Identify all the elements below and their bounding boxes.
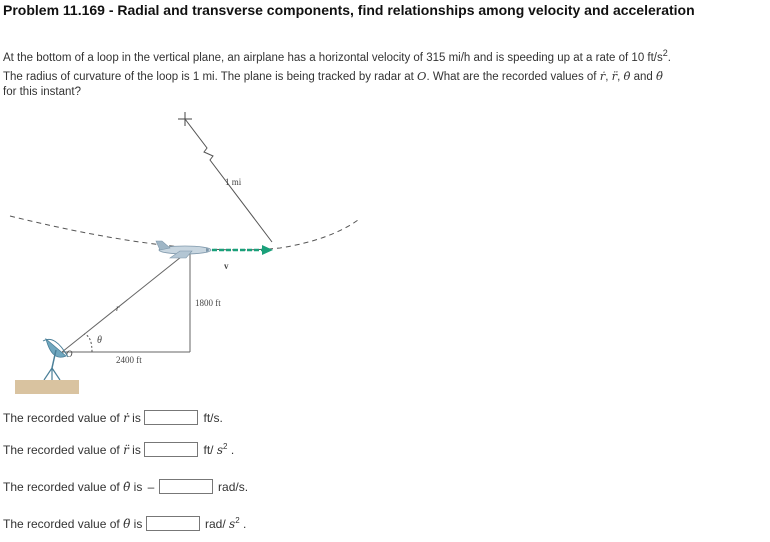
unit-s: s bbox=[216, 443, 224, 458]
problem-figure bbox=[0, 105, 770, 405]
unit-end: . bbox=[227, 443, 235, 458]
point-o-label: O bbox=[66, 349, 73, 359]
unit-label bbox=[204, 442, 235, 457]
problem-statement bbox=[3, 44, 768, 98]
r-label: r bbox=[116, 303, 120, 313]
r-dot-answer-input[interactable] bbox=[144, 410, 198, 425]
symbol-r-dot: ṙ bbox=[123, 410, 129, 425]
question-label bbox=[3, 517, 142, 531]
symbol-r-ddot: r̈ bbox=[611, 68, 618, 83]
symbol-theta-dot: θ̇ bbox=[123, 479, 131, 494]
question-prefix: The recorded value of bbox=[3, 442, 124, 457]
unit-label: ft/s. bbox=[203, 410, 223, 425]
unit-end: . bbox=[239, 517, 247, 532]
unit-exponent: 2 bbox=[223, 442, 228, 452]
negative-sign: – bbox=[147, 479, 155, 494]
symbol-theta-dot: θ̇ bbox=[623, 68, 631, 83]
question-label bbox=[3, 443, 141, 457]
exponent: 2 bbox=[662, 48, 668, 58]
unit-label bbox=[205, 516, 246, 531]
angle-arc bbox=[84, 334, 92, 352]
symbol-r-dot: ṙ bbox=[599, 68, 606, 83]
question-prefix: The recorded value of bbox=[3, 410, 124, 425]
unit-text: ft/ bbox=[203, 443, 217, 458]
problem-text: At the bottom of a loop in the vertical plane, an airplane has a horizontal velocity of 315 mi/h and is speeding up at a rate of 10 ft/s bbox=[3, 51, 663, 64]
question-suffix: is bbox=[128, 442, 141, 457]
question-suffix: is bbox=[130, 479, 143, 494]
velocity-arrowhead bbox=[262, 245, 273, 255]
loop-path bbox=[10, 216, 358, 250]
problem-line-2 bbox=[3, 67, 768, 86]
question-suffix: is bbox=[130, 516, 143, 531]
symbol-theta-ddot: θ̈ bbox=[123, 516, 131, 531]
problem-text: The radius of curvature of the loop is 1 mi. The plane is being tracked by radar at bbox=[3, 70, 418, 83]
page-title: Problem 11.169 - Radial and transverse components, find relationships among velocity and acceleration bbox=[3, 2, 695, 18]
radius-label: 1 mi bbox=[225, 177, 242, 187]
line-of-sight bbox=[62, 253, 186, 352]
symbol-r-ddot: r̈ bbox=[123, 442, 129, 457]
question-label bbox=[3, 480, 142, 494]
symbol-theta-ddot: θ̈ bbox=[655, 68, 663, 83]
question-suffix: is bbox=[128, 410, 141, 425]
unit-exponent: 2 bbox=[235, 516, 240, 526]
point-o: O bbox=[417, 68, 427, 83]
unit-s: s bbox=[229, 517, 236, 532]
question-r-dot bbox=[3, 410, 223, 425]
separator: , bbox=[617, 70, 624, 83]
question-label bbox=[3, 411, 141, 425]
and-word: and bbox=[630, 70, 656, 83]
question-theta-ddot bbox=[3, 516, 246, 531]
question-prefix: The recorded value of bbox=[3, 516, 124, 531]
problem-line-3: for this instant? bbox=[3, 85, 81, 98]
radar-icon bbox=[43, 339, 68, 380]
problem-line-1 bbox=[3, 44, 768, 67]
problem-text: . What are the recorded values of bbox=[426, 70, 600, 83]
question-theta-dot bbox=[3, 479, 248, 494]
question-r-ddot bbox=[3, 442, 234, 457]
velocity-label: v bbox=[224, 261, 229, 271]
airplane-icon bbox=[156, 241, 211, 258]
theta-label: θ bbox=[97, 335, 102, 346]
unit-label: rad/s. bbox=[218, 479, 249, 494]
height-label: 1800 ft bbox=[195, 298, 221, 308]
r-ddot-answer-input[interactable] bbox=[144, 442, 198, 457]
separator: , bbox=[605, 70, 612, 83]
unit-text: rad/ bbox=[205, 517, 230, 532]
horizontal-label: 2400 ft bbox=[116, 355, 142, 365]
theta-ddot-answer-input[interactable] bbox=[146, 516, 200, 531]
ground bbox=[15, 380, 79, 394]
problem-text: . bbox=[667, 51, 671, 64]
question-prefix: The recorded value of bbox=[3, 479, 124, 494]
theta-dot-answer-input[interactable] bbox=[159, 479, 213, 494]
